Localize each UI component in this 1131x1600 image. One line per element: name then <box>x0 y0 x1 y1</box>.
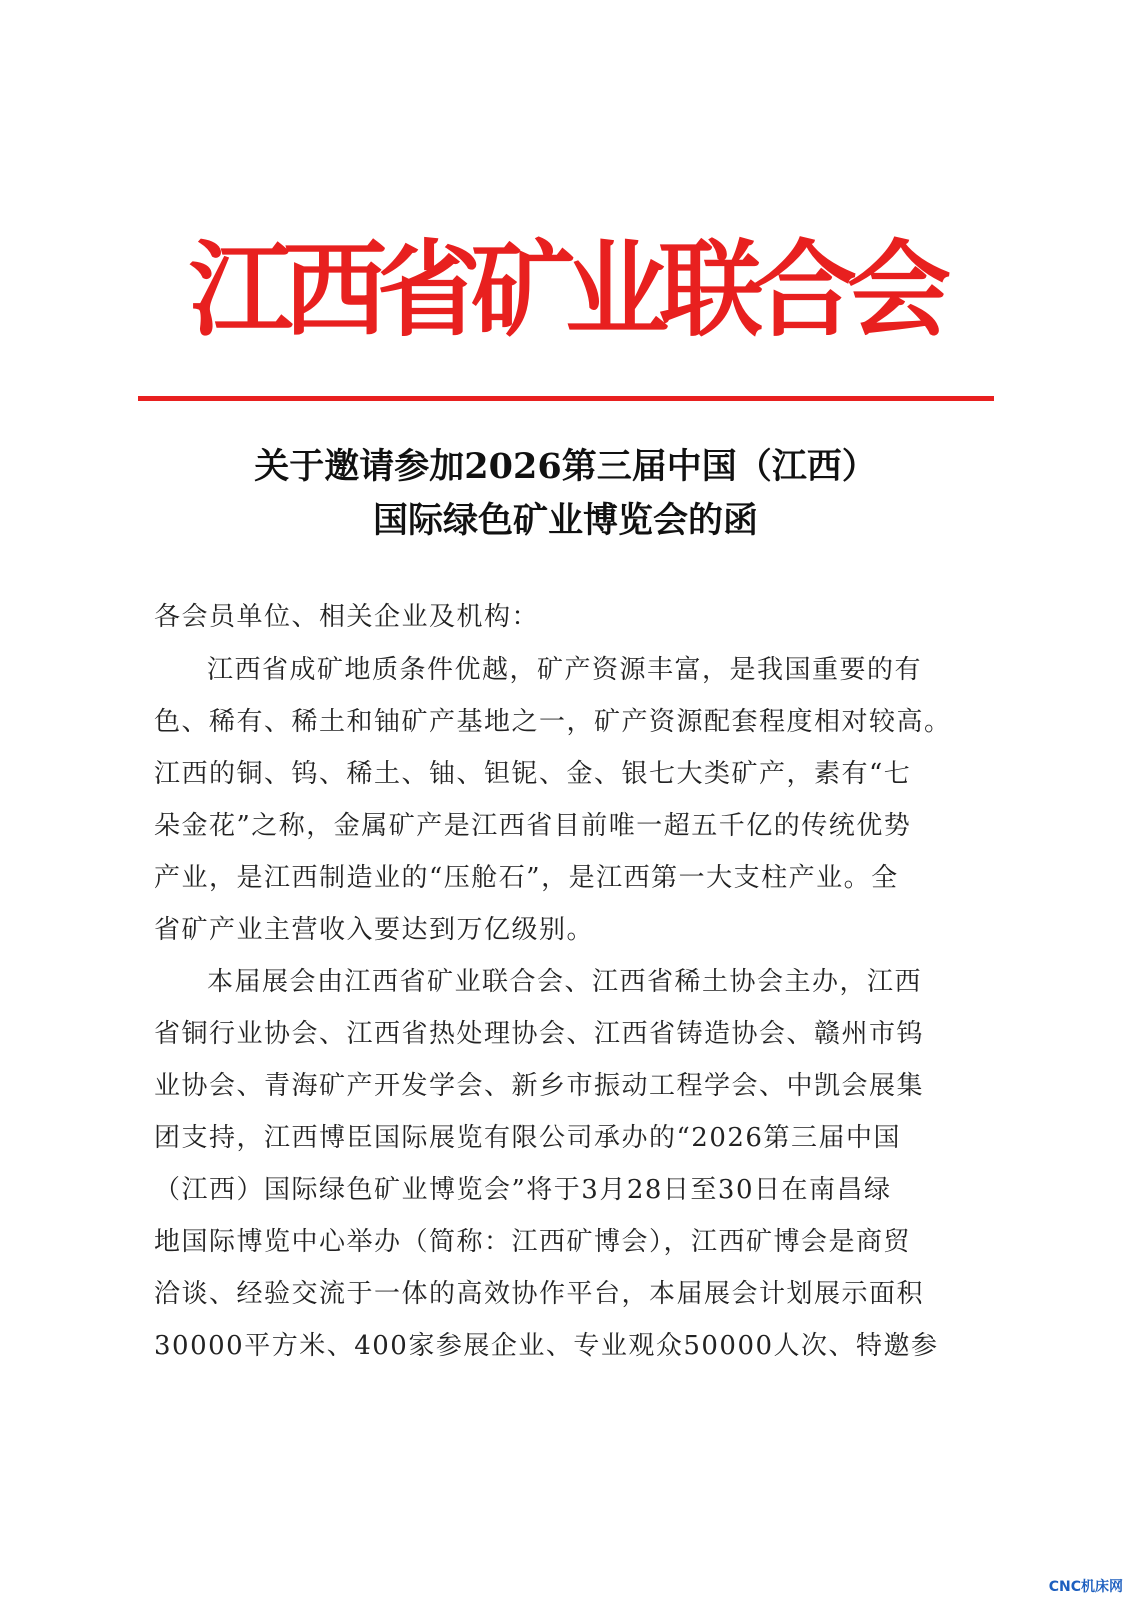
organization-letterhead: 江西省矿业联合会 <box>188 228 941 351</box>
letterhead-divider <box>138 396 994 401</box>
paragraph-2-line: 团支持，江西博臣国际展览有限公司承办的“2026第三届中国 <box>154 1123 901 1153</box>
paragraph-2-line: 业协会、青海矿产开发学会、新乡市振动工程学会、中凯会展集 <box>154 1071 925 1101</box>
paragraph-1-line: 江西的铜、钨、稀土、铀、钽铌、金、银七大类矿产，素有“七 <box>154 759 912 789</box>
paragraph-2-line: 地国际博览中心举办（简称：江西矿博会），江西矿博会是商贸 <box>154 1227 912 1257</box>
paragraph-1-line: 产业，是江西制造业的“压舱石”，是江西第一大支柱产业。全 <box>154 863 899 893</box>
paragraph-1-line: 色、稀有、稀土和铀矿产基地之一，矿产资源配套程度相对较高。 <box>154 707 952 737</box>
paragraph-1-line: 朵金花”之称，金属矿产是江西省目前唯一超五千亿的传统优势 <box>154 811 912 841</box>
document-title-line-2: 国际绿色矿业博览会的函 <box>372 500 758 541</box>
site-watermark: CNC机床网 <box>1048 1579 1123 1595</box>
paragraph-2-line: 30000平方米、400家参展企业、专业观众50000人次、特邀参 <box>154 1331 939 1361</box>
paragraph-2-line: 省铜行业协会、江西省热处理协会、江西省铸造协会、赣州市钨 <box>154 1019 925 1049</box>
paragraph-2-line: 洽谈、经验交流于一体的高效协作平台，本届展会计划展示面积 <box>154 1279 925 1309</box>
paragraph-1-line: 省矿产业主营收入要达到万亿级别。 <box>154 915 595 945</box>
paragraph-2-line: （江西）国际绿色矿业博览会”将于3月28日至30日在南昌绿 <box>154 1175 892 1205</box>
paragraph-1-line: 江西省成矿地质条件优越，矿产资源丰富，是我国重要的有 <box>207 655 923 685</box>
paragraph-2-line: 本届展会由江西省矿业联合会、江西省稀土协会主办，江西 <box>207 967 923 997</box>
salutation: 各会员单位、相关企业及机构： <box>154 602 540 632</box>
document-title-line-1: 关于邀请参加2026第三届中国（江西） <box>254 446 877 487</box>
